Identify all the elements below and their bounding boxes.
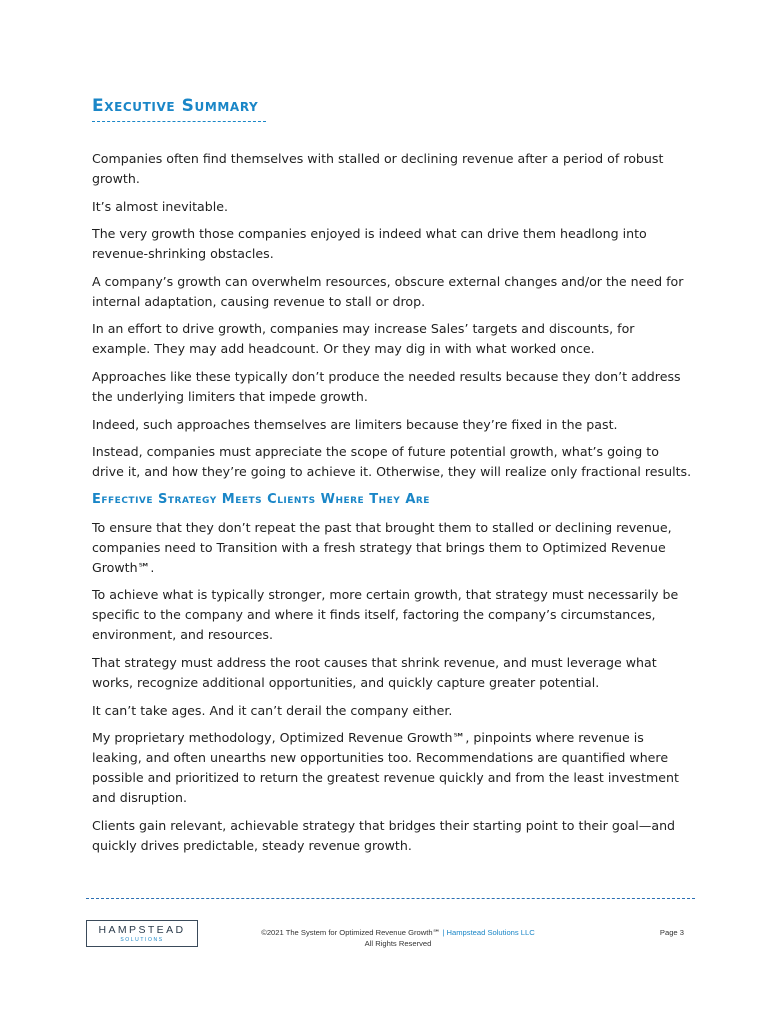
footer-separator: | bbox=[440, 928, 447, 937]
page-number: Page 3 bbox=[659, 928, 684, 937]
body-paragraph: My proprietary methodology, Optimized Revenue Growth℠, pinpoints where revenue is leaking, and often unearths new opportunities too. Recommendations are quantified where possible and prioritized to return the greatest revenue quickly and from the least investment and disruption. bbox=[92, 730, 679, 806]
body-paragraph: To achieve what is typically stronger, more certain growth, that strategy must necessarily be specific to the company and where it finds itself, factoring the company’s circumstances, environment, and resources. bbox=[92, 587, 679, 643]
logo-tagline: SOLUTIONS bbox=[120, 937, 164, 943]
body-paragraph: Approaches like these typically don’t produce the needed results because they don’t address the underlying limiters that impede growth. bbox=[92, 368, 681, 404]
heading-underline bbox=[92, 121, 266, 122]
body-paragraph: Clients gain relevant, achievable strategy that bridges their starting point to their goal—and quickly drives predictable, steady revenue growth. bbox=[92, 817, 676, 853]
body-paragraph: A company’s growth can overwhelm resources, obscure external changes and/or the need for internal adaptation, causing revenue to stall or drop. bbox=[92, 273, 684, 309]
footer-copyright-block bbox=[230, 928, 566, 949]
body-paragraph: Companies often find themselves with stalled or declining revenue after a period of robust growth. bbox=[92, 151, 664, 186]
body-paragraph: In an effort to drive growth, companies may increase Sales’ targets and discounts, for example. They may add headcount. Or they may dig in with what worked once. bbox=[92, 321, 635, 357]
document-body bbox=[92, 149, 692, 863]
footer-copyright: ©2021 The System for Optimized Revenue Growth℠ bbox=[261, 928, 441, 937]
body-paragraph: The very growth those companies enjoyed is indeed what can drive them headlong into revenue-shrinking obstacles. bbox=[92, 226, 647, 262]
body-paragraph: Instead, companies must appreciate the scope of future potential growth, what’s going to drive it, and how they’re going to achieve it. Otherwise, they will realize only fractional results. bbox=[92, 444, 692, 480]
logo-wordmark: HAMPSTEAD bbox=[98, 924, 186, 936]
body-paragraph: That strategy must address the root causes that shrink revenue, and must leverage what works, recognize additional opportunities, and quickly capture greater potential. bbox=[92, 654, 657, 690]
body-paragraph: It’s almost inevitable. bbox=[92, 198, 228, 214]
body-paragraph: To ensure that they don’t repeat the past that brought them to stalled or declining revenue, companies need to Transition with a fresh strategy that brings them to Optimized Revenue Growth℠. bbox=[92, 519, 672, 575]
body-paragraph: Indeed, such approaches themselves are limiters because they’re fixed in the past. bbox=[92, 416, 618, 432]
hampstead-logo bbox=[86, 920, 198, 947]
section-heading-effective-strategy: Effective Strategy Meets Clients Where They Are bbox=[92, 491, 430, 507]
paragraph-group-summary bbox=[92, 149, 692, 482]
footer-company-link[interactable]: Hampstead Solutions LLC bbox=[446, 928, 535, 937]
footer-divider bbox=[86, 898, 695, 899]
footer-rights: All Rights Reserved bbox=[364, 938, 432, 948]
section-heading-executive-summary: Executive Summary bbox=[92, 96, 259, 116]
paragraph-group-strategy bbox=[92, 518, 692, 856]
body-paragraph: It can’t take ages. And it can’t derail the company either. bbox=[92, 702, 453, 718]
